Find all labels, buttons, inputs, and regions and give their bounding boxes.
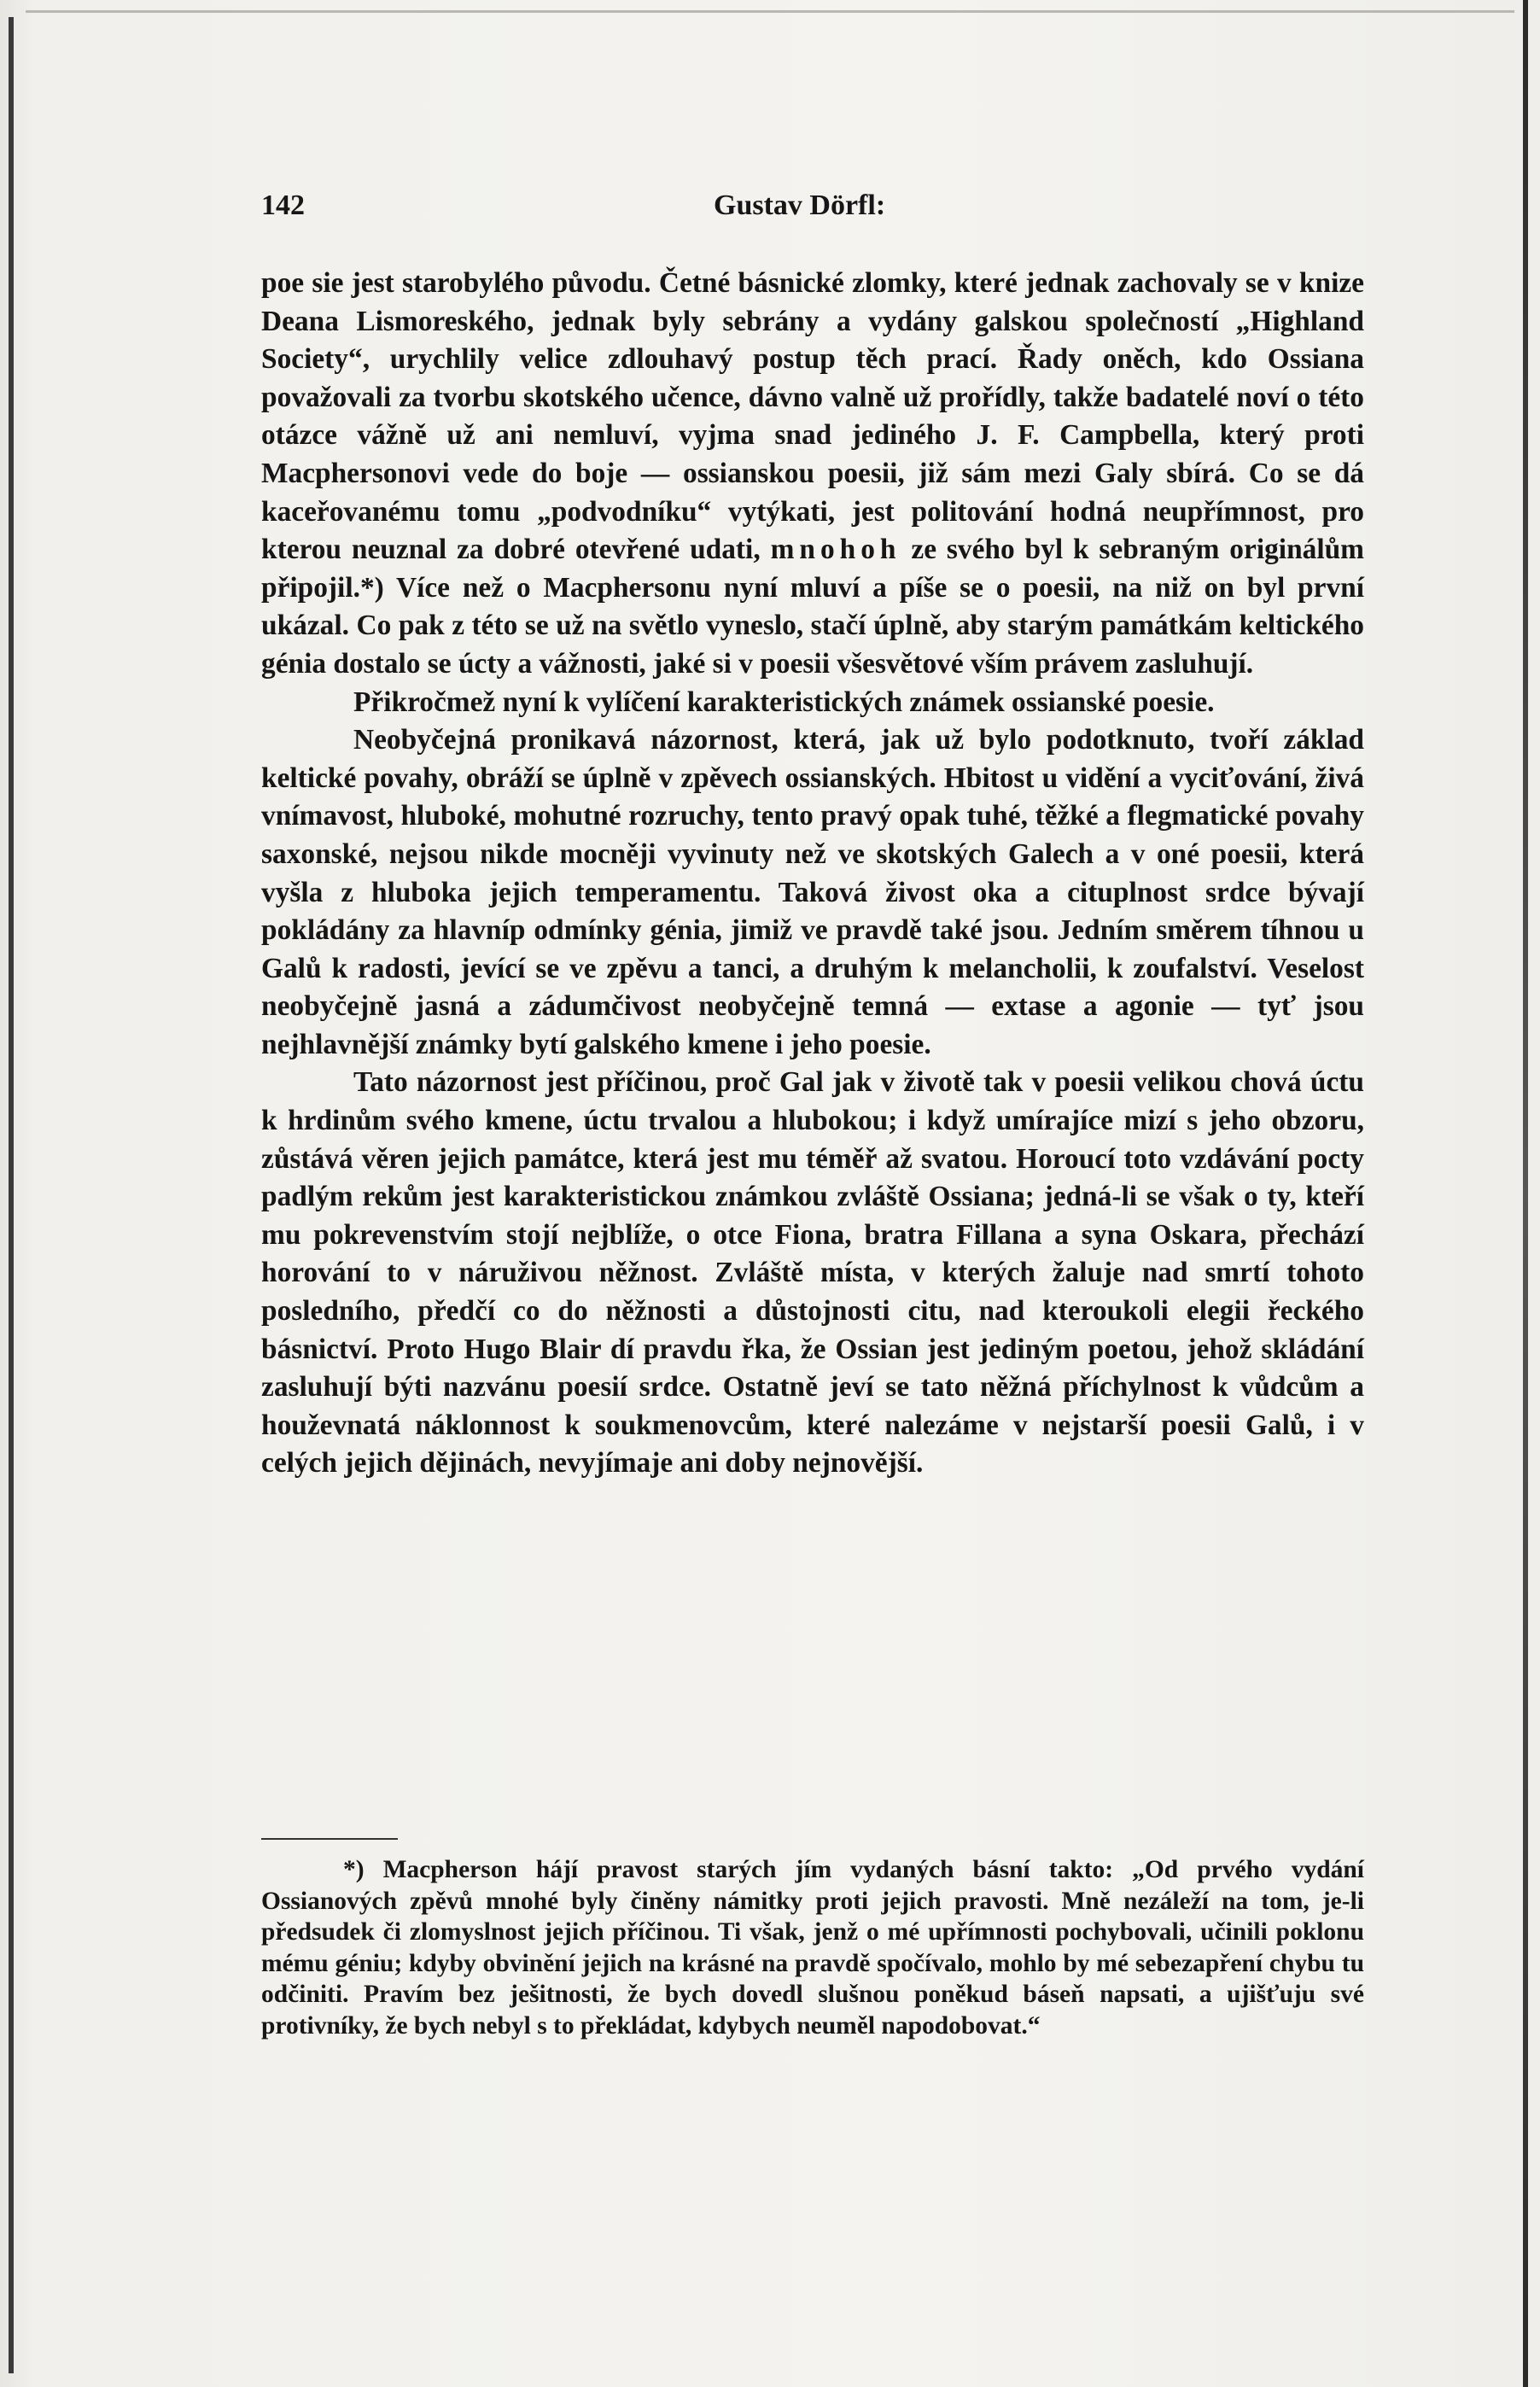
page-number: 142 xyxy=(261,190,305,221)
paragraph-4: Tato názornost jest příčinou, proč Gal jak v životě tak v poesii velikou chová úctu k hrdinům svého kmene, úctu trvalou a hlubokou; i když umírajíce mizí s jeho obzoru, zůstává věren jejich památce, která jest mu téměř až svatou. Horoucí toto vzdávání pocty padlým rekům jest karakteristickou známkou zvláště Ossiana; jedná-li se však o ty, kteří mu pokrevenstvím stojí nejblíže, o otce Fiona, bratra Fillana a syna Oskara, přechází horování to v náruživou něžnost. Zvláště místa, v kterých žaluje nad smrtí tohoto posledního, předčí co do něžnosti a důstojnosti citu, nad kteroukoli elegii řeckého básnictví. Proto Hugo Blair dí pravdu řka, že Ossian jest jediným poetou, jehož skládání zasluhují býti nazvánu poesií srdce. Ostatně jeví se tato něžná příchylnost k vůdcům a houževnatá náklonnost k soukmenovcům, které nalezáme v nejstarší poesii Galů, i v celých jejich dějinách, nevyjímaje ani doby nejnovější. xyxy=(261,1066,1364,1479)
paragraph-3: Neobyčejná pronikavá názornost, která, jak už bylo podotknuto, tvoří základ keltické povahy, obráží se úplně v zpěvech ossianských. Hbitost u vidění a vyciťování, živá vnímavost, hluboké, mohutné rozruchy, tento pravý opak tuhé, těžké a flegmatické povahy saxonské, nejsou nikde mocněji vyvinuty než ve skotských Galech a v oné poesii, která vyšla z hluboka jejich temperamentu. Taková živost oka a cituplnost srdce bývají pokládány za hlavníp odmínky génia, jimiž ve pravdě také jsou. Jedním směrem tíhnou u Galů k radosti, jevící se ve zpěvu a tanci, a druhým k melancholii, k zoufalství. Veselost neobyčejně jasná a zádumčivost neobyčejně temná — extase a agonie — tyť jsou nejhlavnější známky bytí galského kmene i jeho poesie. xyxy=(261,724,1364,1060)
paragraph-1-part-1: poe sie jest starobylého původu. Četné básnické zlomky, které jednak zachovaly se v knize Deana Lismoreského, jednak byly sebrány a vydány galskou společností „Highland Society“, urychlily velice zdlouhavý postup těch prací. Řady oněch, kdo Ossiana považovali za tvorbu skotského učence, dávno valně už prořídly, takže badatelé noví o této otázce vážně už ani nemluví, vyjma snad jediného J. F. Campbella, který proti Macphersonovi vede do boje — ossianskou poesii, již sám mezi Galy sbírá. Co se dá kaceřovanému tomu „podvodníku“ vytýkati, jest politování hodná neupřímnost, pro kterou neuznal za dobré otevřené udati, xyxy=(261,267,1364,566)
paragraph-1 xyxy=(261,265,1364,684)
spaced-word: mnohoh xyxy=(770,534,901,566)
page-top-edge xyxy=(26,10,1514,13)
running-head xyxy=(261,190,1364,241)
footnote-rule xyxy=(261,1838,398,1840)
paragraph-2: Přikročmež nyní k vylíčení karakteristických známek ossianské poesie. xyxy=(353,686,1215,718)
body-text xyxy=(261,265,1364,1483)
page-left-edge xyxy=(9,17,14,2373)
running-head-author: Gustav Dörfl: xyxy=(714,190,886,221)
page-right-edge xyxy=(1523,0,1528,2387)
paragraph-1-part-2: ze svého byl k sebraným originálům připojil.*) Více než o Macphersonu nyní mluví a píše se o poesii, na niž on byl první ukázal. Co pak z této se už na světlo vyneslo, stačí úplně, aby starým památkám keltického génia dostalo se úcty a vážnosti, jaké si v poesii všesvětové vším právem zasluhují. xyxy=(261,534,1364,680)
footnote: *) Macpherson hájí pravost starých jím vydaných básní takto: „Od prvého vydání Ossianových zpěvů mnohé byly činěny námitky proti jejich pravosti. Mně nezáleží na tom, je-li předsudek či zlomyslnost jejich příčinou. Ti však, jenž o mé upřímnosti pochybovali, učinili poklonu mému géniu; kdyby obvinění jejich na krásné na pravdě spočívalo, mohlo by mé sebezapření chybu tu odčiniti. Pravím bez ješitnosti, že bych dovedl slušnou poněkud báseň napsati, a ujišťuju své protivníky, že bych nebyl s to překládat, kdybych neuměl napodobovat.“ xyxy=(261,1856,1364,2040)
